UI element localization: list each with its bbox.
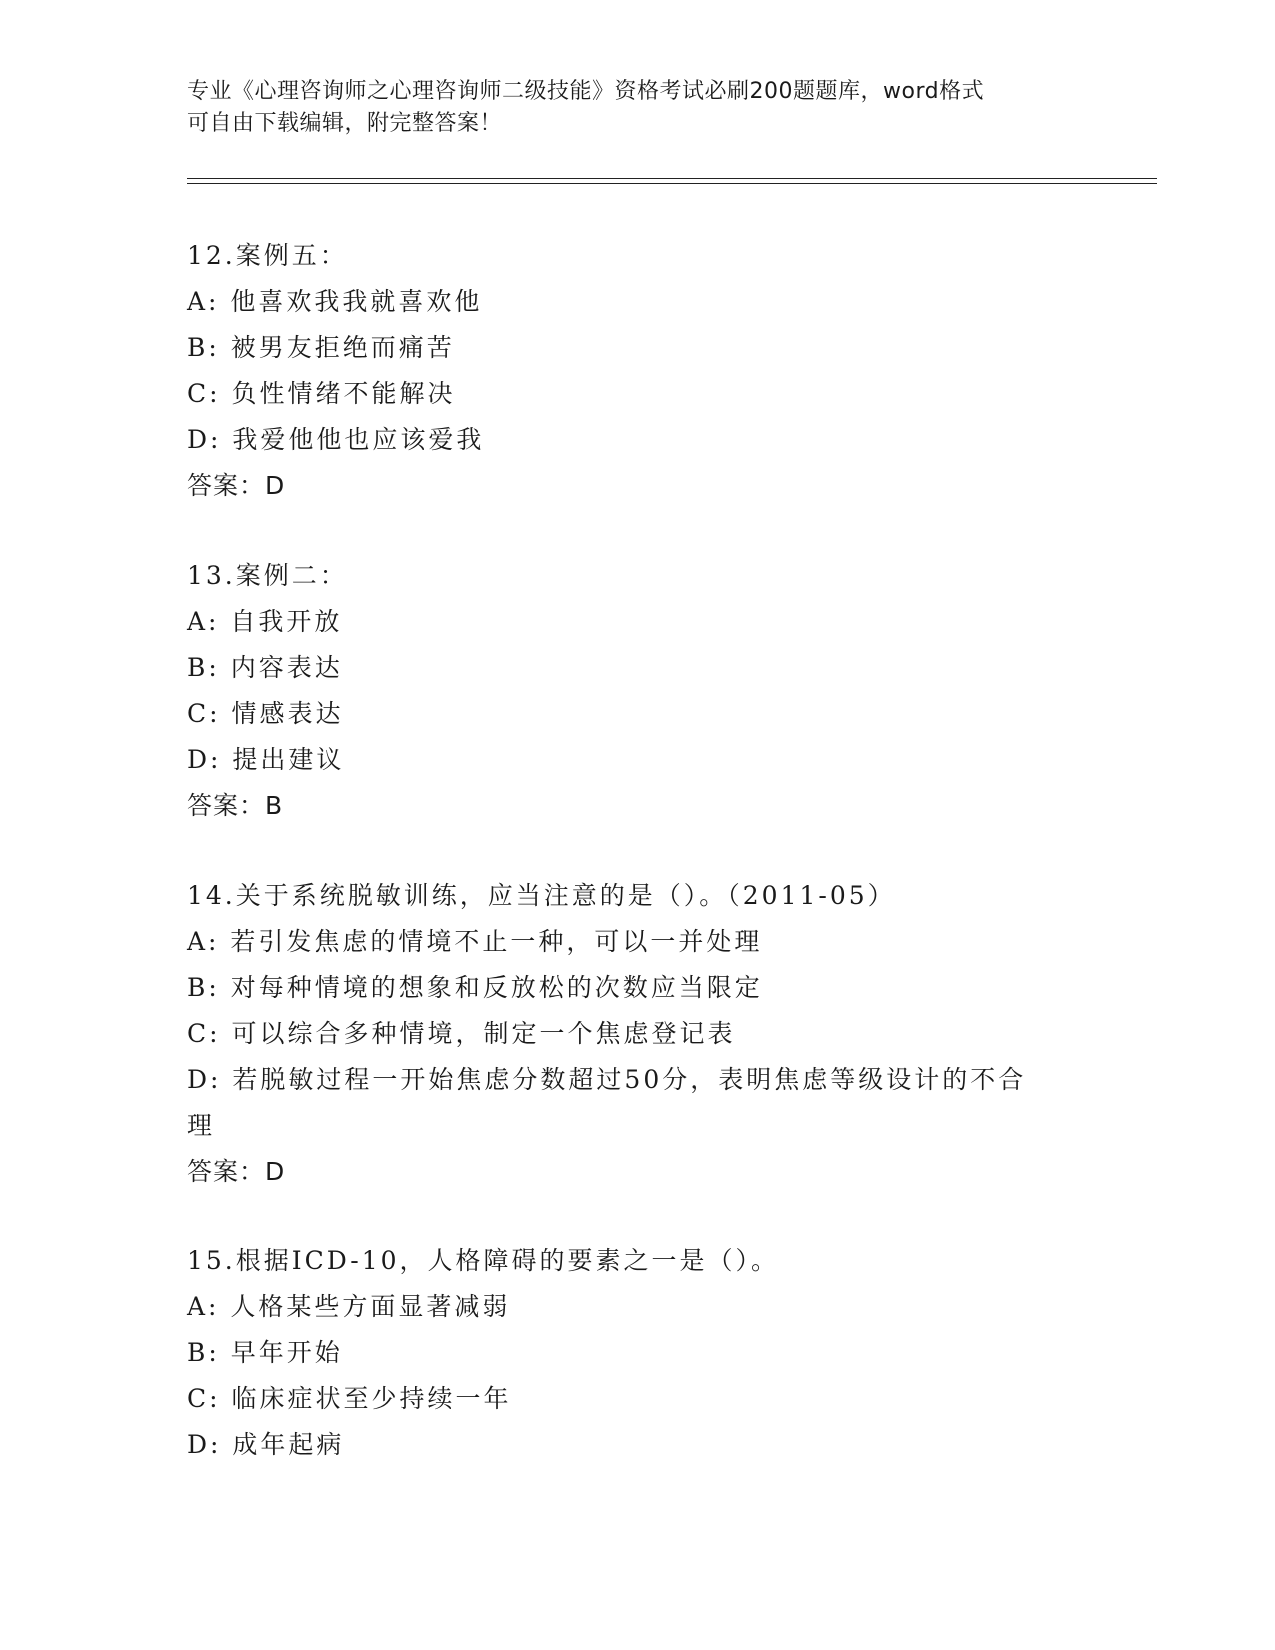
header-line-1: 专业《心理咨询师之心理咨询师二级技能》资格考试必刷200题题库，word格式 — [187, 79, 985, 104]
option-b: B: 内容表达 — [187, 653, 343, 682]
option-c: C: 负性情绪不能解决 — [187, 379, 456, 408]
option-b: B: 对每种情境的想象和反放松的次数应当限定 — [187, 973, 763, 1002]
option-c: C: 临床症状至少持续一年 — [187, 1384, 512, 1413]
option-b: B: 早年开始 — [187, 1338, 343, 1367]
option-d: D: 提出建议 — [187, 745, 345, 774]
option-a: A: 自我开放 — [187, 607, 343, 636]
option-a: A: 他喜欢我我就喜欢他 — [187, 287, 483, 316]
option-d: D: 我爱他他也应该爱我 — [187, 425, 485, 454]
answer-text: 答案：D — [187, 471, 286, 500]
question-15 — [187, 1238, 1067, 1468]
answer-text: 答案：B — [187, 791, 284, 820]
option-a: A: 若引发焦虑的情境不止一种，可以一并处理 — [187, 927, 763, 956]
question-stem: 14.关于系统脱敏训练，应当注意的是（）。（2011-05） — [187, 881, 896, 910]
document-header — [187, 76, 1087, 140]
question-12 — [187, 233, 1067, 509]
question-13 — [187, 553, 1067, 829]
header-divider-bottom — [187, 183, 1157, 184]
answer-text: 答案：D — [187, 1157, 286, 1186]
option-a: A: 人格某些方面显著减弱 — [187, 1292, 511, 1321]
option-c: C: 情感表达 — [187, 699, 344, 728]
header-divider-top — [187, 178, 1157, 179]
option-d: D: 成年起病 — [187, 1430, 345, 1459]
option-d-continuation: 理 — [187, 1111, 216, 1140]
question-stem: 13.案例二： — [187, 561, 348, 590]
header-line-2: 可自由下载编辑，附完整答案！ — [187, 111, 503, 136]
option-b: B: 被男友拒绝而痛苦 — [187, 333, 455, 362]
option-c: C: 可以综合多种情境，制定一个焦虑登记表 — [187, 1019, 736, 1048]
question-stem: 15.根据ICD-10，人格障碍的要素之一是（）。 — [187, 1246, 780, 1275]
option-d: D: 若脱敏过程一开始焦虑分数超过50分，表明焦虑等级设计的不合 — [187, 1065, 1027, 1094]
question-stem: 12.案例五： — [187, 241, 348, 270]
question-14 — [187, 873, 1067, 1195]
